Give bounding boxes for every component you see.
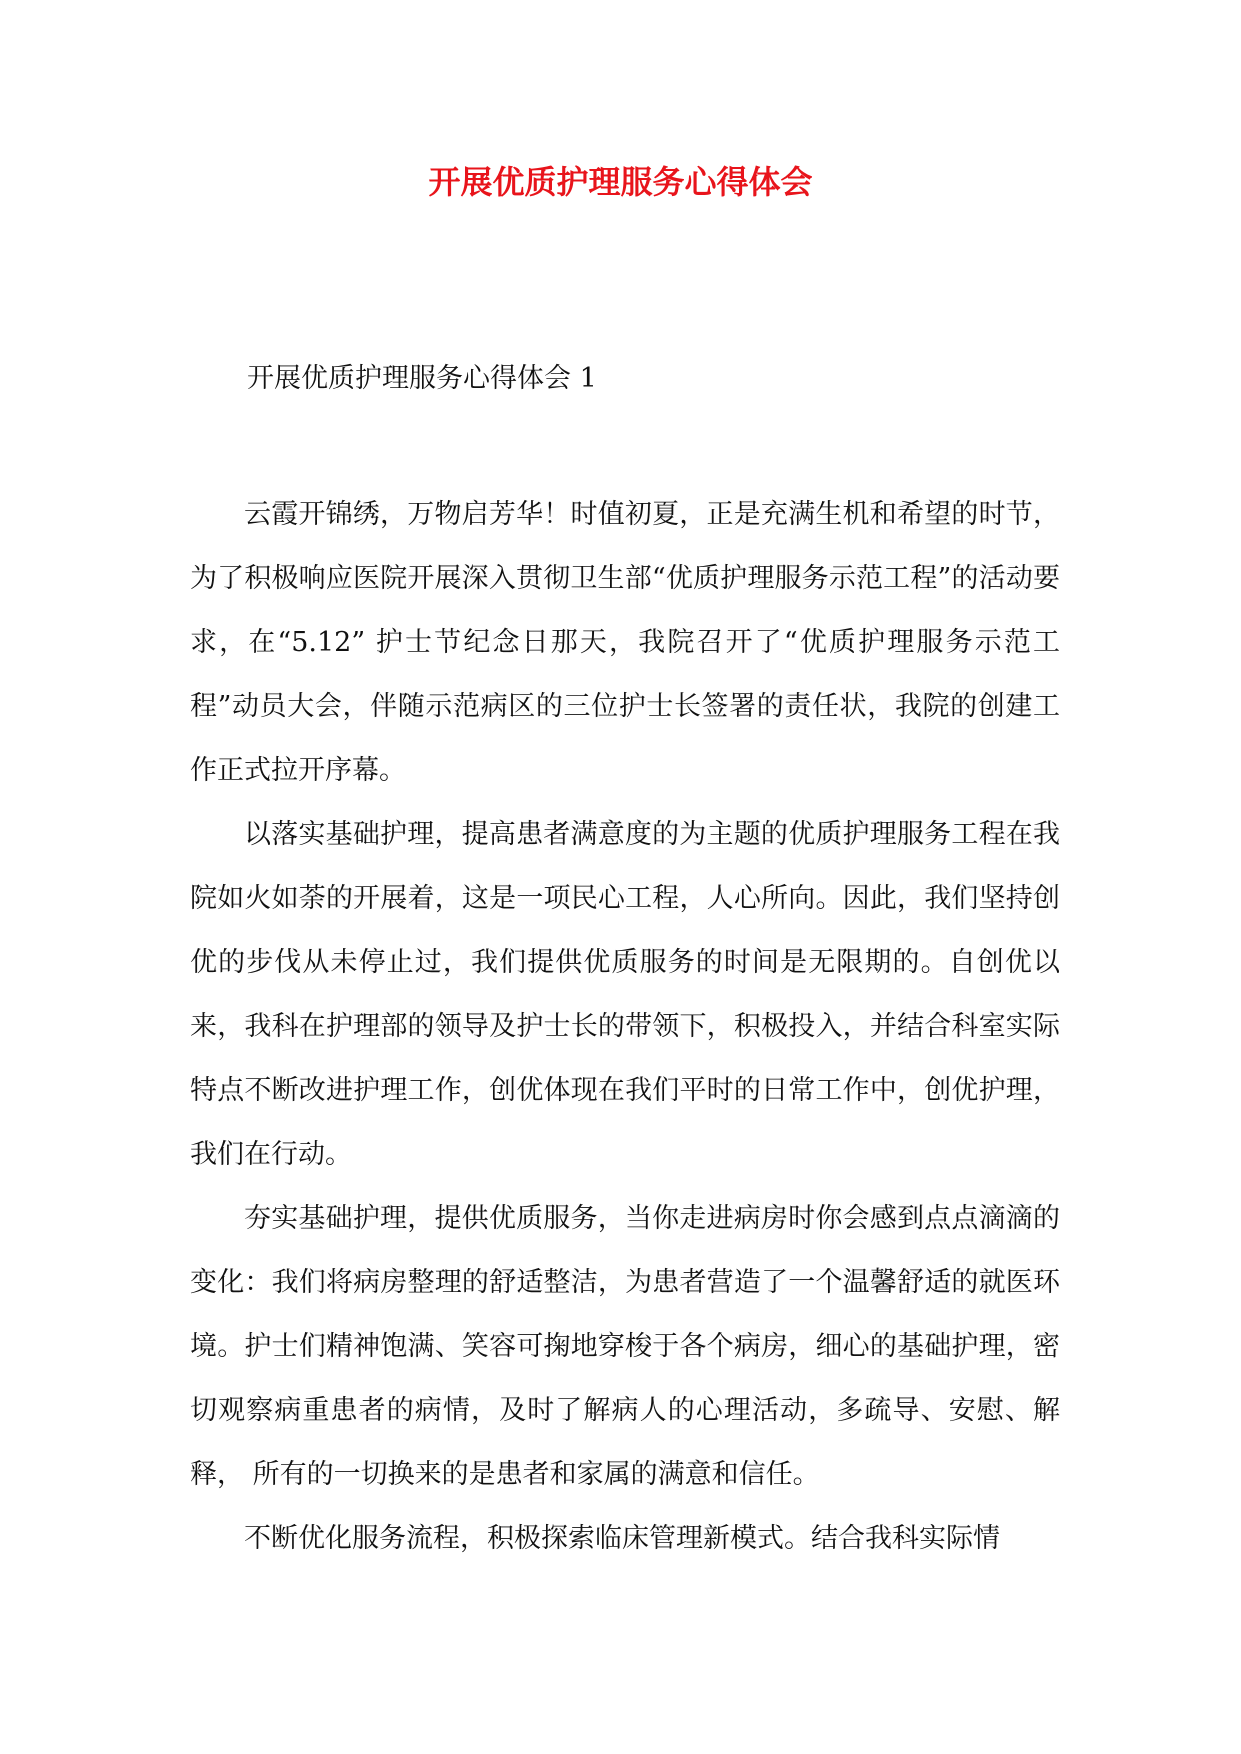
document-title: 开展优质护理服务心得体会: [428, 163, 813, 201]
body-paragraph: 夯实基础护理，提供优质服务，当你走进病房时你会感到点点滴滴的变化：我们将病房整理的舒适整洁，为患者营造了一个温馨舒适的就医环境。护士们精神饱满、笑容可掬地穿梭于各个病房，细心的基础护理，密切观察病重患者的病情，及时了解病人的心理活动，多疏导、安慰、解释， 所有的一切换来的是患者和家属的满意和信任。: [190, 1203, 1060, 1490]
document-subtitle: 开展优质护理服务心得体会 1: [247, 363, 597, 394]
body-paragraph: 云霞开锦绣，万物启芳华！时值初夏，正是充满生机和希望的时节，为了积极响应医院开展深入贯彻卫生部“优质护理服务示范工程”的活动要求，在“5.12” 护士节纪念日那天，我院召开了“优质护理服务示范工程”动员大会，伴随示范病区的三位护士长签署的责任状，我院的创建工作正式拉开序幕。: [190, 499, 1060, 786]
document-body: [190, 483, 1060, 1571]
body-paragraph: 以落实基础护理，提高患者满意度的为主题的优质护理服务工程在我院如火如荼的开展着，这是一项民心工程，人心所向。因此，我们坚持创优的步伐从未停止过，我们提供优质服务的时间是无限期的。自创优以来，我科在护理部的领导及护士长的带领下，积极投入，并结合科室实际特点不断改进护理工作，创优体现在我们平时的日常工作中，创优护理，我们在行动。: [190, 819, 1060, 1170]
body-paragraph: 不断优化服务流程，积极探索临床管理新模式。结合我科实际情: [244, 1523, 1000, 1554]
